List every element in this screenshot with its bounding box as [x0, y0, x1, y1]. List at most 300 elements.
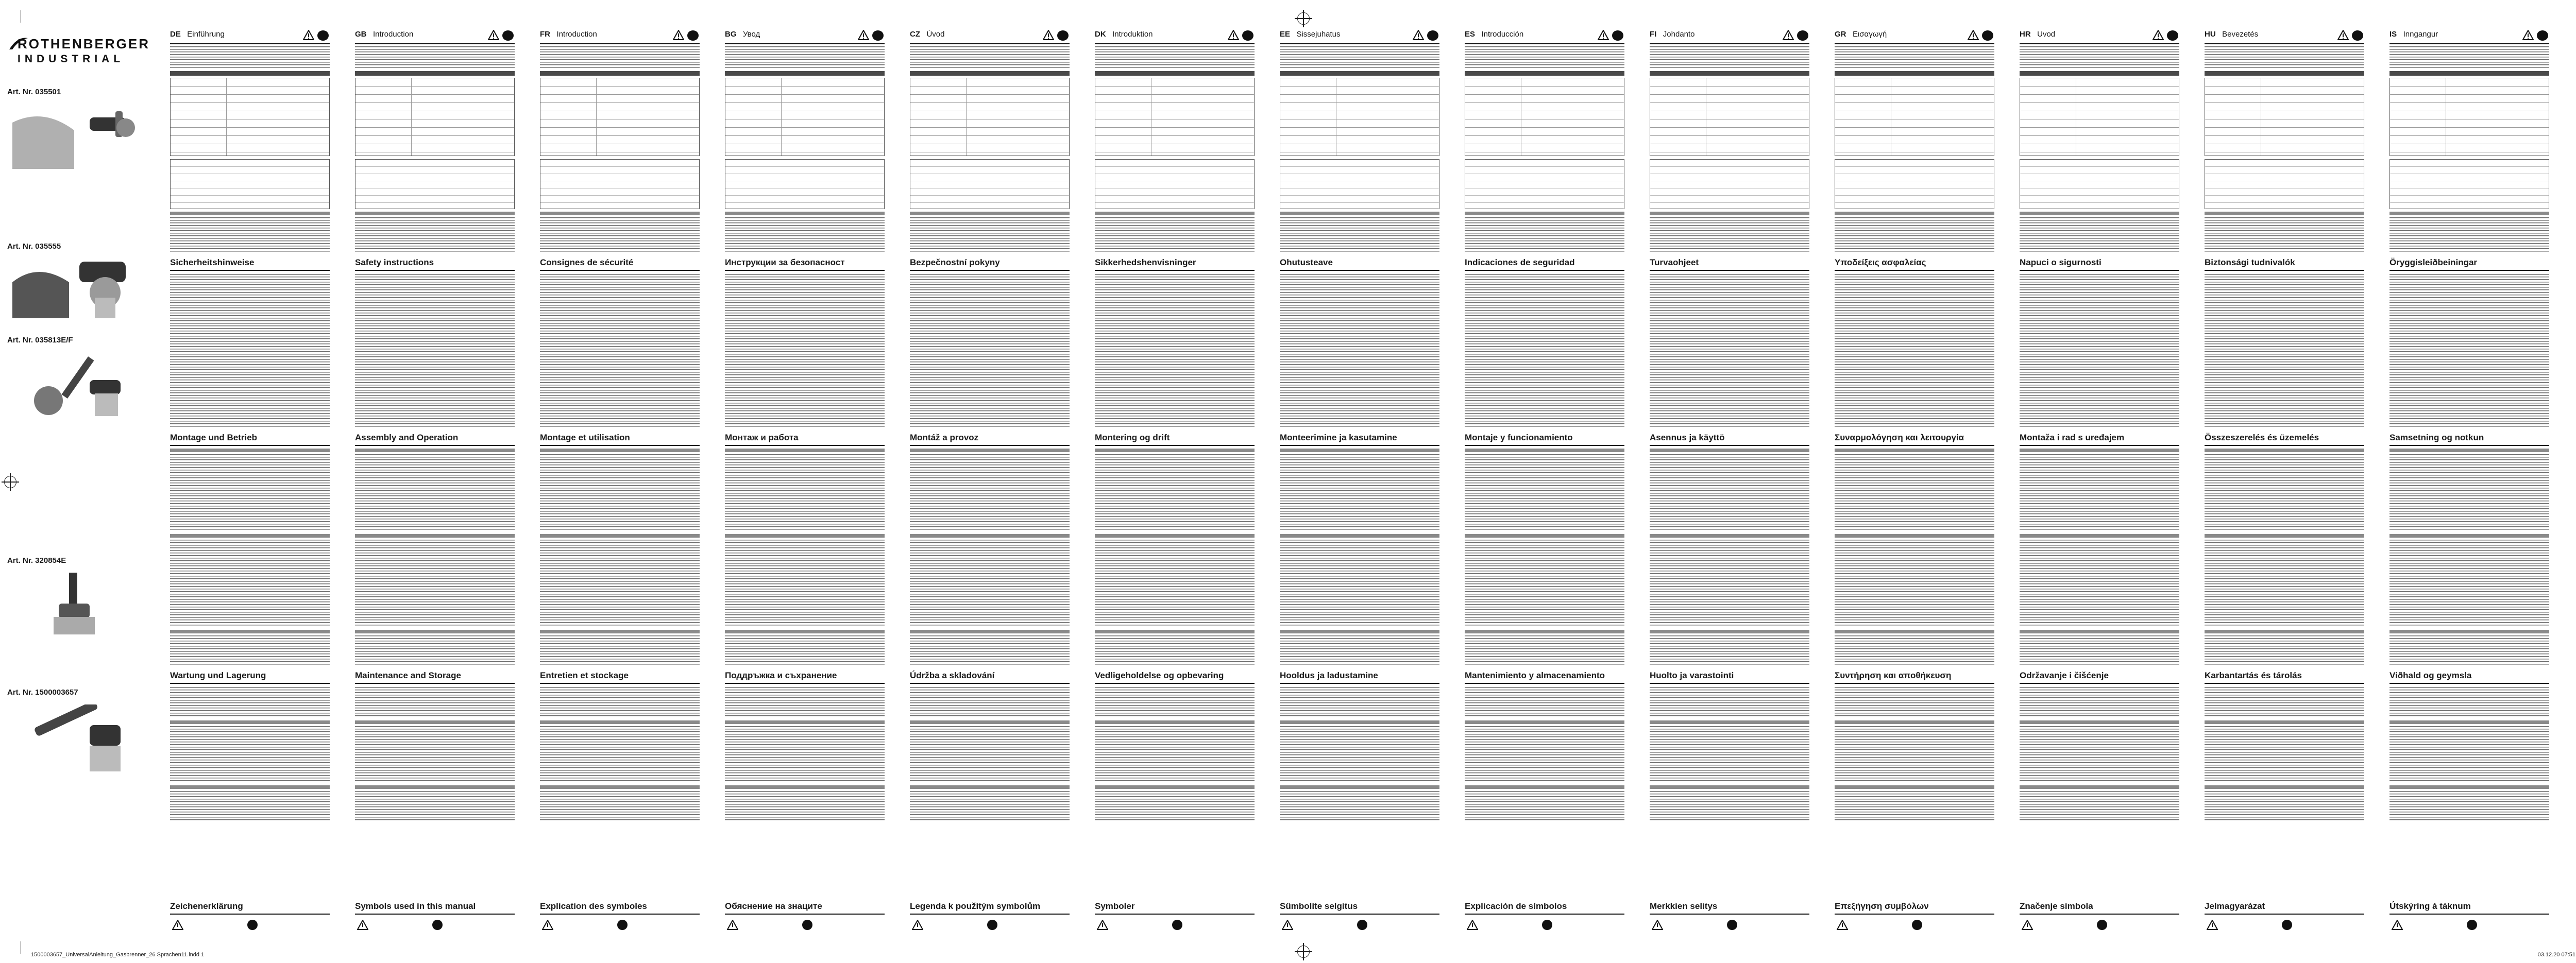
section-bar	[170, 71, 330, 76]
language-code: EE	[1280, 30, 1291, 39]
section-bar	[355, 449, 515, 452]
troubleshooting-text	[725, 726, 885, 783]
language-column-de	[170, 30, 330, 941]
operation-text	[2020, 540, 2179, 627]
section-bar	[1835, 630, 1994, 633]
disposal-text	[170, 791, 330, 822]
section-bar	[1465, 449, 1624, 452]
section-bar	[1465, 720, 1624, 724]
parts-list	[170, 217, 330, 253]
symbol-legend	[2020, 914, 2179, 934]
section-bar	[1835, 534, 1994, 538]
troubleshooting-text	[2205, 726, 2364, 783]
section-bar	[2205, 630, 2364, 633]
safety-text	[355, 274, 515, 428]
manual-icon	[987, 920, 997, 930]
disposal-text	[2205, 791, 2364, 822]
language-code: DK	[1095, 30, 1106, 39]
disposal-text	[2389, 791, 2549, 822]
section-bar	[1835, 785, 1994, 789]
section-bar	[2205, 785, 2364, 789]
section-bar	[910, 630, 1070, 633]
technical-data-table	[540, 78, 700, 156]
section-bar	[170, 534, 330, 538]
manual-icon	[1172, 920, 1182, 930]
section-bar	[170, 212, 330, 215]
torch-illustration-1	[12, 102, 141, 169]
section-bar	[1280, 71, 1439, 76]
column-title: Johdanto	[1663, 30, 1695, 39]
parts-list	[910, 217, 1070, 253]
warning-icon	[488, 30, 499, 40]
section-bar	[2205, 449, 2364, 452]
section-bar	[540, 212, 700, 215]
product-label-2: Art. Nr. 035555	[7, 242, 61, 251]
technical-data-table	[1095, 78, 1255, 156]
language-code: DE	[170, 30, 181, 39]
parts-list	[725, 217, 885, 253]
heading-maintenance: Поддръжка и съхранение	[725, 670, 885, 684]
assembly-text	[540, 454, 700, 531]
manual-icon	[1912, 920, 1922, 930]
language-column-es	[1465, 30, 1624, 941]
manual-icon	[317, 30, 329, 41]
manual-icon	[432, 920, 443, 930]
symbol-legend	[1835, 914, 1994, 934]
gas-table	[1650, 159, 1809, 209]
column-title: Einführung	[187, 30, 225, 39]
heading-safety: Öryggisleiðbeiningar	[2389, 257, 2549, 271]
technical-data-table	[1835, 78, 1994, 156]
safety-text	[170, 274, 330, 428]
heading-maintenance: Entretien et stockage	[540, 670, 700, 684]
section-bar	[1650, 630, 1809, 633]
heading-assembly: Montering og drift	[1095, 433, 1255, 446]
heading-symbols: Обяснение на знаците	[725, 901, 885, 915]
column-title: Introducción	[1481, 30, 1524, 39]
language-column-bg	[725, 30, 885, 941]
section-bar	[1650, 71, 1809, 76]
section-bar	[355, 720, 515, 724]
heading-safety: Υποδείξεις ασφαλείας	[1835, 257, 1994, 271]
gas-table	[910, 159, 1070, 209]
section-bar	[1280, 212, 1439, 215]
column-header	[2389, 30, 2549, 44]
operation-text	[1280, 540, 1439, 627]
heading-assembly: Montage und Betrieb	[170, 433, 330, 446]
operation-text	[1650, 540, 1809, 627]
technical-data-table	[2020, 78, 2179, 156]
heading-symbols: Jelmagyarázat	[2205, 901, 2364, 915]
language-code: IS	[2389, 30, 2397, 39]
intro-text	[725, 46, 885, 68]
warning-icon	[2392, 920, 2403, 930]
heading-assembly: Monteerimine ja kasutamine	[1280, 433, 1439, 446]
technical-data-table	[355, 78, 515, 156]
column-title: Увод	[742, 30, 760, 39]
section-bar	[1465, 630, 1624, 633]
heading-maintenance: Wartung und Lagerung	[170, 670, 330, 684]
intro-text	[1650, 46, 1809, 68]
section-bar	[540, 449, 700, 452]
heading-assembly: Συναρμολόγηση και λειτουργία	[1835, 433, 1994, 446]
section-bar	[2205, 720, 2364, 724]
warning-icon	[303, 30, 314, 40]
torch-illustration-2	[12, 251, 141, 318]
column-title: Bevezetés	[2222, 30, 2259, 39]
heading-symbols: Značenje simbola	[2020, 901, 2179, 915]
language-code: FI	[1650, 30, 1657, 39]
intro-text	[1465, 46, 1624, 68]
heading-symbols: Explicación de símbolos	[1465, 901, 1624, 915]
column-header	[1650, 30, 1809, 44]
section-bar	[725, 785, 885, 789]
logo-swoosh-icon	[8, 35, 29, 50]
section-bar	[1280, 534, 1439, 538]
heading-assembly: Montaje y funcionamiento	[1465, 433, 1624, 446]
assembly-text	[910, 454, 1070, 531]
column-header	[910, 30, 1070, 44]
column-title: Uvod	[2037, 30, 2056, 39]
manual-icon	[1982, 30, 1993, 41]
section-bar	[1095, 630, 1255, 633]
footer-timestamp: 03.12.20 07:51	[2537, 952, 2575, 958]
manual-icon	[2352, 30, 2363, 41]
manual-icon	[1542, 920, 1552, 930]
warning-icon	[357, 920, 368, 930]
manual-icon	[1427, 30, 1438, 41]
troubleshooting-text	[2020, 726, 2179, 783]
heading-assembly: Összeszerelés és üzemelés	[2205, 433, 2364, 446]
symbol-legend	[355, 914, 515, 934]
section-bar	[1650, 534, 1809, 538]
language-column-gr	[1835, 30, 1994, 941]
column-title: Introduction	[556, 30, 597, 39]
shutdown-text	[1835, 635, 1994, 666]
column-header	[170, 30, 330, 44]
heading-symbols: Zeichenerklärung	[170, 901, 330, 915]
warning-icon	[2207, 920, 2218, 930]
language-code: BG	[725, 30, 737, 39]
maintenance-text	[2020, 687, 2179, 718]
section-bar	[1465, 212, 1624, 215]
section-bar	[1835, 449, 1994, 452]
manual-icon	[2537, 30, 2548, 41]
assembly-text	[2389, 454, 2549, 531]
heading-maintenance: Viðhald og geymsla	[2389, 670, 2549, 684]
maintenance-text	[2389, 687, 2549, 718]
operation-text	[1835, 540, 1994, 627]
symbol-legend	[2389, 914, 2549, 934]
gas-table	[1280, 159, 1439, 209]
troubleshooting-text	[1465, 726, 1624, 783]
heading-maintenance: Maintenance and Storage	[355, 670, 515, 684]
maintenance-text	[1650, 687, 1809, 718]
disposal-text	[725, 791, 885, 822]
technical-data-table	[1650, 78, 1809, 156]
shutdown-text	[1280, 635, 1439, 666]
column-header	[1280, 30, 1439, 44]
warning-icon	[1968, 30, 1979, 40]
maintenance-text	[1835, 687, 1994, 718]
product-label-5: Art. Nr. 1500003657	[7, 688, 78, 697]
section-bar	[1650, 449, 1809, 452]
heading-maintenance: Συντήρηση και αποθήκευση	[1835, 670, 1994, 684]
intro-text	[170, 46, 330, 68]
safety-text	[725, 274, 885, 428]
section-bar	[1095, 212, 1255, 215]
section-bar	[2389, 785, 2549, 789]
section-bar	[1095, 449, 1255, 452]
assembly-text	[170, 454, 330, 531]
intro-text	[2020, 46, 2179, 68]
troubleshooting-text	[1280, 726, 1439, 783]
symbol-legend	[1095, 914, 1255, 934]
warning-icon	[2522, 30, 2534, 40]
section-bar	[2205, 534, 2364, 538]
intro-text	[1095, 46, 1255, 68]
heading-symbols: Legenda k použitým symbolům	[910, 901, 1070, 915]
assembly-text	[2205, 454, 2364, 531]
symbol-legend	[1650, 914, 1809, 934]
assembly-text	[1465, 454, 1624, 531]
heading-symbols: Útskýring á táknum	[2389, 901, 2549, 915]
warning-icon	[1837, 920, 1848, 930]
intro-text	[2389, 46, 2549, 68]
warning-icon	[1043, 30, 1054, 40]
manual-icon	[502, 30, 514, 41]
manual-icon	[2282, 920, 2292, 930]
footer-file-info: 1500003657_UniversalAnleitung_Gasbrenner_26 Sprachen11.indd 1	[31, 952, 205, 958]
symbol-legend	[910, 914, 1070, 934]
section-bar	[910, 449, 1070, 452]
heading-maintenance: Mantenimiento y almacenamiento	[1465, 670, 1624, 684]
maintenance-text	[540, 687, 700, 718]
column-header	[540, 30, 700, 44]
troubleshooting-text	[1095, 726, 1255, 783]
troubleshooting-text	[1835, 726, 1994, 783]
heading-symbols: Επεξήγηση συμβόλων	[1835, 901, 1994, 915]
heading-maintenance: Vedligeholdelse og opbevaring	[1095, 670, 1255, 684]
heading-safety: Biztonsági tudnivalók	[2205, 257, 2364, 271]
gas-table	[2205, 159, 2364, 209]
symbol-legend	[540, 914, 700, 934]
shutdown-text	[2020, 635, 2179, 666]
warning-icon	[673, 30, 684, 40]
maintenance-text	[2205, 687, 2364, 718]
warning-icon	[2337, 30, 2349, 40]
heading-safety: Consignes de sécurité	[540, 257, 700, 271]
heading-symbols: Symboler	[1095, 901, 1255, 915]
heading-assembly: Montage et utilisation	[540, 433, 700, 446]
parts-list	[2020, 217, 2179, 253]
section-bar	[170, 785, 330, 789]
disposal-text	[540, 791, 700, 822]
column-header	[1095, 30, 1255, 44]
troubleshooting-text	[2389, 726, 2549, 783]
troubleshooting-text	[540, 726, 700, 783]
gas-table	[725, 159, 885, 209]
heading-maintenance: Údržba a skladování	[910, 670, 1070, 684]
section-bar	[540, 785, 700, 789]
maintenance-text	[1280, 687, 1439, 718]
symbol-legend	[1465, 914, 1624, 934]
shutdown-text	[725, 635, 885, 666]
parts-list	[355, 217, 515, 253]
section-bar	[170, 630, 330, 633]
maintenance-text	[910, 687, 1070, 718]
section-bar	[1280, 449, 1439, 452]
warning-icon	[1282, 920, 1293, 930]
section-bar	[170, 449, 330, 452]
shutdown-text	[1095, 635, 1255, 666]
section-bar	[1835, 71, 1994, 76]
section-bar	[2020, 212, 2179, 215]
troubleshooting-text	[1650, 726, 1809, 783]
intro-text	[540, 46, 700, 68]
section-bar	[910, 785, 1070, 789]
column-header	[1465, 30, 1624, 44]
shutdown-text	[355, 635, 515, 666]
manual-icon	[1727, 920, 1737, 930]
shutdown-text	[170, 635, 330, 666]
troubleshooting-text	[910, 726, 1070, 783]
safety-text	[1280, 274, 1439, 428]
warning-icon	[1467, 920, 1478, 930]
safety-text	[1835, 274, 1994, 428]
column-header	[725, 30, 885, 44]
heading-assembly: Montáž a provoz	[910, 433, 1070, 446]
operation-text	[725, 540, 885, 627]
assembly-text	[725, 454, 885, 531]
heading-symbols: Explication des symboles	[540, 901, 700, 915]
maintenance-text	[170, 687, 330, 718]
manual-icon	[1057, 30, 1069, 41]
shutdown-text	[910, 635, 1070, 666]
heading-safety: Sikkerhedshenvisninger	[1095, 257, 1255, 271]
heading-assembly: Assembly and Operation	[355, 433, 515, 446]
troubleshooting-text	[355, 726, 515, 783]
section-bar	[540, 720, 700, 724]
parts-list	[2389, 217, 2549, 253]
warning-icon	[727, 920, 738, 930]
section-bar	[540, 630, 700, 633]
operation-text	[540, 540, 700, 627]
torch-illustration-3	[12, 349, 141, 416]
assembly-text	[1095, 454, 1255, 531]
language-column-fr	[540, 30, 700, 941]
parts-list	[2205, 217, 2364, 253]
intro-text	[1835, 46, 1994, 68]
safety-text	[1095, 274, 1255, 428]
operation-text	[910, 540, 1070, 627]
heading-maintenance: Održavanje i čišćenje	[2020, 670, 2179, 684]
assembly-text	[1650, 454, 1809, 531]
section-bar	[725, 212, 885, 215]
registration-mark-center-bottom	[1297, 945, 1310, 958]
technical-data-table	[2205, 78, 2364, 156]
gas-table	[355, 159, 515, 209]
symbol-legend	[1280, 914, 1439, 934]
manual-icon	[2097, 920, 2107, 930]
product-label-4: Art. Nr. 320854E	[7, 556, 66, 565]
section-bar	[725, 71, 885, 76]
column-title: Εισαγωγή	[1852, 30, 1887, 39]
heading-symbols: Sümbolite selgitus	[1280, 901, 1439, 915]
language-code: HU	[2205, 30, 2216, 39]
heading-assembly: Asennus ja käyttö	[1650, 433, 1809, 446]
heading-safety: Bezpečnostní pokyny	[910, 257, 1070, 271]
column-header	[355, 30, 515, 44]
operation-text	[355, 540, 515, 627]
language-column-fi	[1650, 30, 1809, 941]
warning-icon	[1097, 920, 1108, 930]
section-bar	[1280, 720, 1439, 724]
warning-icon	[1652, 920, 1663, 930]
disposal-text	[1650, 791, 1809, 822]
assembly-text	[1835, 454, 1994, 531]
safety-text	[1465, 274, 1624, 428]
heading-safety: Safety instructions	[355, 257, 515, 271]
language-column-is	[2389, 30, 2549, 941]
heading-assembly: Samsetning og notkun	[2389, 433, 2549, 446]
manual-icon	[872, 30, 884, 41]
operation-text	[2389, 540, 2549, 627]
section-bar	[2020, 449, 2179, 452]
heading-safety: Turvaohjeet	[1650, 257, 1809, 271]
manual-icon	[617, 920, 628, 930]
language-column-ee	[1280, 30, 1439, 941]
section-bar	[725, 630, 885, 633]
technical-data-table	[170, 78, 330, 156]
assembly-text	[1280, 454, 1439, 531]
section-bar	[2389, 212, 2549, 215]
section-bar	[2020, 534, 2179, 538]
heading-safety: Sicherheitshinweise	[170, 257, 330, 271]
maintenance-text	[1095, 687, 1255, 718]
section-bar	[1280, 630, 1439, 633]
operation-text	[2205, 540, 2364, 627]
warning-icon	[1228, 30, 1239, 40]
intro-text	[355, 46, 515, 68]
warning-icon	[2153, 30, 2164, 40]
section-bar	[2020, 630, 2179, 633]
parts-list	[540, 217, 700, 253]
technical-data-table	[910, 78, 1070, 156]
section-bar	[1095, 534, 1255, 538]
torch-illustration-4	[12, 568, 141, 634]
maintenance-text	[355, 687, 515, 718]
symbol-legend	[2205, 914, 2364, 934]
manual-icon	[247, 920, 258, 930]
safety-text	[540, 274, 700, 428]
heading-symbols: Merkkien selitys	[1650, 901, 1809, 915]
section-bar	[1835, 720, 1994, 724]
section-bar	[2389, 720, 2549, 724]
symbol-legend	[725, 914, 885, 934]
symbol-legend	[170, 914, 330, 934]
language-column-hr	[2020, 30, 2179, 941]
language-code: CZ	[910, 30, 920, 39]
manual-icon	[687, 30, 699, 41]
column-title: Sissejuhatus	[1296, 30, 1341, 39]
rothenberger-logo	[18, 36, 157, 65]
technical-data-table	[1280, 78, 1439, 156]
section-bar	[910, 720, 1070, 724]
gas-table	[2020, 159, 2179, 209]
section-bar	[725, 449, 885, 452]
section-bar	[1095, 720, 1255, 724]
